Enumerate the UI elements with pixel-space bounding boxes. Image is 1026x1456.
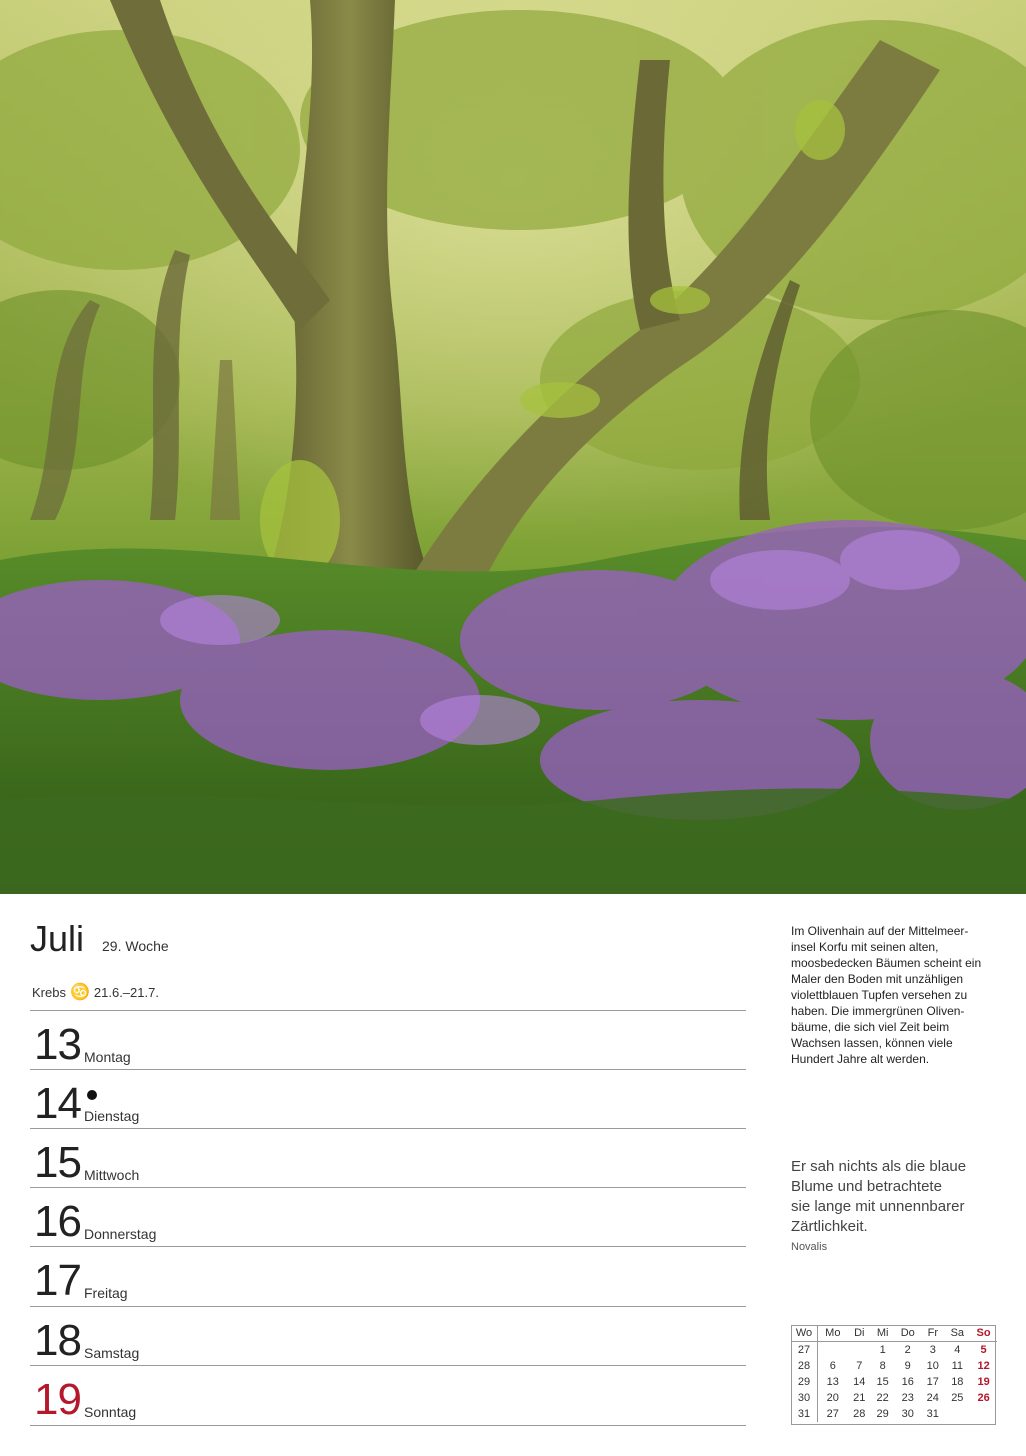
day-row-0[interactable] [30,1010,746,1070]
photo-description [791,923,1001,1067]
description-line: Im Olivenhain auf der Mittelmeer- [791,924,969,938]
description-line: haben. Die immergrünen Oliven- [791,1004,965,1018]
quote [791,1157,1001,1237]
mini-header: Fr [921,1325,944,1342]
mini-cell: 5 [980,1344,987,1356]
day-row-3[interactable] [30,1187,746,1247]
mini-cell: 9 [904,1360,911,1372]
mini-cell [818,1342,848,1359]
mini-cell: 12 [977,1360,990,1372]
mini-cell: 28 [791,1358,818,1374]
mini-cell [848,1342,871,1359]
mini-cell: 29 [791,1374,818,1390]
day-name: Freitag [84,1285,128,1301]
mini-cell: 22 [876,1392,889,1404]
day-name: Mittwoch [84,1167,140,1183]
quote-line: Zärtlichkeit. [791,1218,868,1235]
mini-cell: 3 [929,1344,936,1356]
day-name: Sonntag [84,1404,137,1420]
crab-icon: ♋ [69,984,90,1001]
mini-cell: 10 [926,1360,939,1372]
mini-cell: 28 [853,1408,866,1420]
day-number-sunday: 19 [34,1375,81,1424]
mini-cell: 17 [926,1376,939,1388]
mini-cell: 1 [879,1344,886,1356]
month-title: Juli [30,918,85,959]
description-line: Maler den Boden mit unzähligen [791,972,964,986]
week-number: 29. Woche [102,938,169,954]
mini-cell: 18 [951,1376,964,1388]
mini-cell: 7 [856,1360,863,1372]
day-number: 15 [34,1138,81,1187]
quote-author: Novalis [791,1241,828,1253]
mini-cell: 21 [853,1392,866,1404]
day-row-4[interactable] [30,1246,746,1306]
day-row-5[interactable] [30,1306,746,1366]
mini-cell: 24 [926,1392,939,1404]
mini-cell: 31 [926,1408,939,1420]
new-moon-icon [87,1090,97,1100]
mini-cell [944,1406,970,1422]
day-row-6[interactable] [30,1365,746,1425]
day-number: 17 [34,1256,81,1305]
quote-line: sie lange mit unnennbarer [791,1198,965,1215]
mini-header: Mo [818,1325,848,1342]
mini-cell: 27 [791,1342,818,1359]
day-name: Donnerstag [84,1226,157,1242]
mini-cell: 23 [901,1392,914,1404]
mini-cell: 14 [853,1376,866,1388]
description-line: bäume, die sich viel Zeit beim [791,1020,950,1034]
day-name: Montag [84,1049,131,1065]
day-row-1[interactable] [30,1069,746,1129]
mini-cell: 15 [876,1376,889,1388]
mini-cell: 16 [901,1376,914,1388]
description-line: moosbedecken Bäumen scheint ein [791,956,982,970]
mini-cell: 2 [904,1344,911,1356]
zodiac-range: 21.6.–21.7. [93,984,159,1000]
description-line: insel Korfu mit seinen alten, [791,940,939,954]
description-line: Wachsen lassen, können viele [791,1036,953,1050]
quote-line: Blume und betrachtete [791,1178,942,1195]
mini-cell: 13 [826,1376,839,1388]
description-line: Hundert Jahre alt werden. [791,1052,930,1066]
mini-header: So [970,1325,997,1342]
day-number: 16 [34,1197,81,1246]
mini-header: Do [894,1325,921,1342]
mini-header: Sa [944,1325,970,1342]
mini-cell: 29 [876,1408,889,1420]
mini-cell: 6 [829,1360,836,1372]
day-number: 18 [34,1316,81,1365]
day-number: 14 [34,1079,81,1128]
bottom-rule [30,1425,746,1426]
mini-header: Wo [791,1325,818,1342]
mini-cell: 11 [951,1360,964,1372]
description-line: violettblauen Tupfen versehen zu [791,988,968,1002]
day-row-2[interactable] [30,1128,746,1188]
zodiac-info [32,982,159,1002]
mini-cell: 8 [879,1360,886,1372]
mini-calendar [791,1325,997,1422]
mini-cell: 20 [826,1392,839,1404]
mini-header: Di [848,1325,871,1342]
mini-cell: 19 [977,1376,990,1388]
zodiac-sign: Krebs [32,984,66,1000]
mini-header: Mi [871,1325,894,1342]
mini-cell: 4 [954,1344,961,1356]
mini-cell: 31 [791,1406,818,1422]
mini-cell: 30 [901,1408,914,1420]
day-name: Dienstag [84,1108,140,1124]
quote-line: Er sah nichts als die blaue [791,1158,967,1175]
mini-cell [970,1406,997,1422]
day-name: Samstag [84,1345,140,1361]
mini-cell: 25 [951,1392,964,1404]
mini-cell: 26 [977,1392,990,1404]
mini-cell: 30 [791,1390,818,1406]
day-number: 13 [34,1020,81,1069]
mini-cell: 27 [826,1408,839,1420]
